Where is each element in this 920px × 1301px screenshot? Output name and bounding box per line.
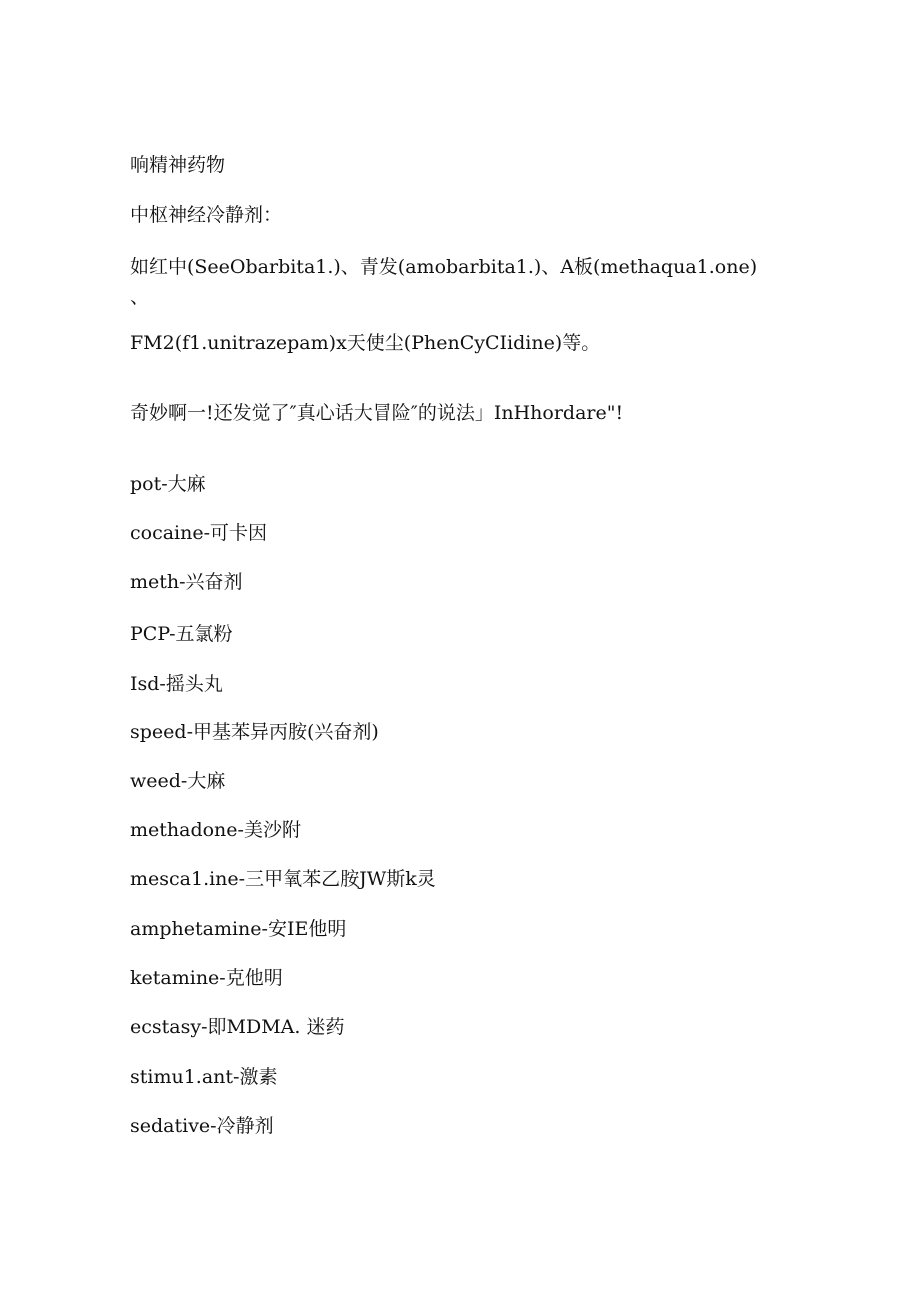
glossary-item: pot-大麻 [130, 473, 206, 495]
note-paragraph: 奇妙啊一!还发觉了″真心话大冒险″的说法」InHhordare"! [130, 402, 624, 424]
drug-list-line-continued: FM2(f1.unitrazepam)x天使尘(PhenCyCIidine)等。 [130, 332, 601, 354]
glossary-item: Isd-摇头丸 [130, 673, 223, 695]
glossary-item: amphetamine-安IE他明 [130, 918, 347, 940]
drug-list-line-tail: 、 [130, 286, 150, 308]
glossary-item: speed-甲基苯异丙胺(兴奋剂) [130, 721, 379, 743]
glossary-item: methadone-美沙附 [130, 819, 301, 841]
glossary-item: ketamine-克他明 [130, 967, 283, 989]
glossary-item: ecstasy-即MDMA. 迷药 [130, 1016, 345, 1038]
glossary-item: mesca1.ine-三甲氧苯乙胺JW斯k灵 [130, 868, 436, 890]
glossary-item: stimu1.ant-激素 [130, 1066, 278, 1088]
document-subheading: 中枢神经冷静剂： [130, 204, 283, 226]
glossary-item: PCP-五氯粉 [130, 623, 233, 645]
glossary-item: meth-兴奋剂 [130, 571, 243, 593]
glossary-item: sedative-冷静剂 [130, 1115, 274, 1137]
glossary-item: cocaine-可卡因 [130, 522, 268, 544]
glossary-item: weed-大麻 [130, 770, 226, 792]
drug-list-line: 如红中(SeeObarbita1.)、青发(amobarbita1.)、A板(methaqua1.one) [130, 256, 758, 278]
document-heading: 响精神药物 [130, 154, 226, 176]
